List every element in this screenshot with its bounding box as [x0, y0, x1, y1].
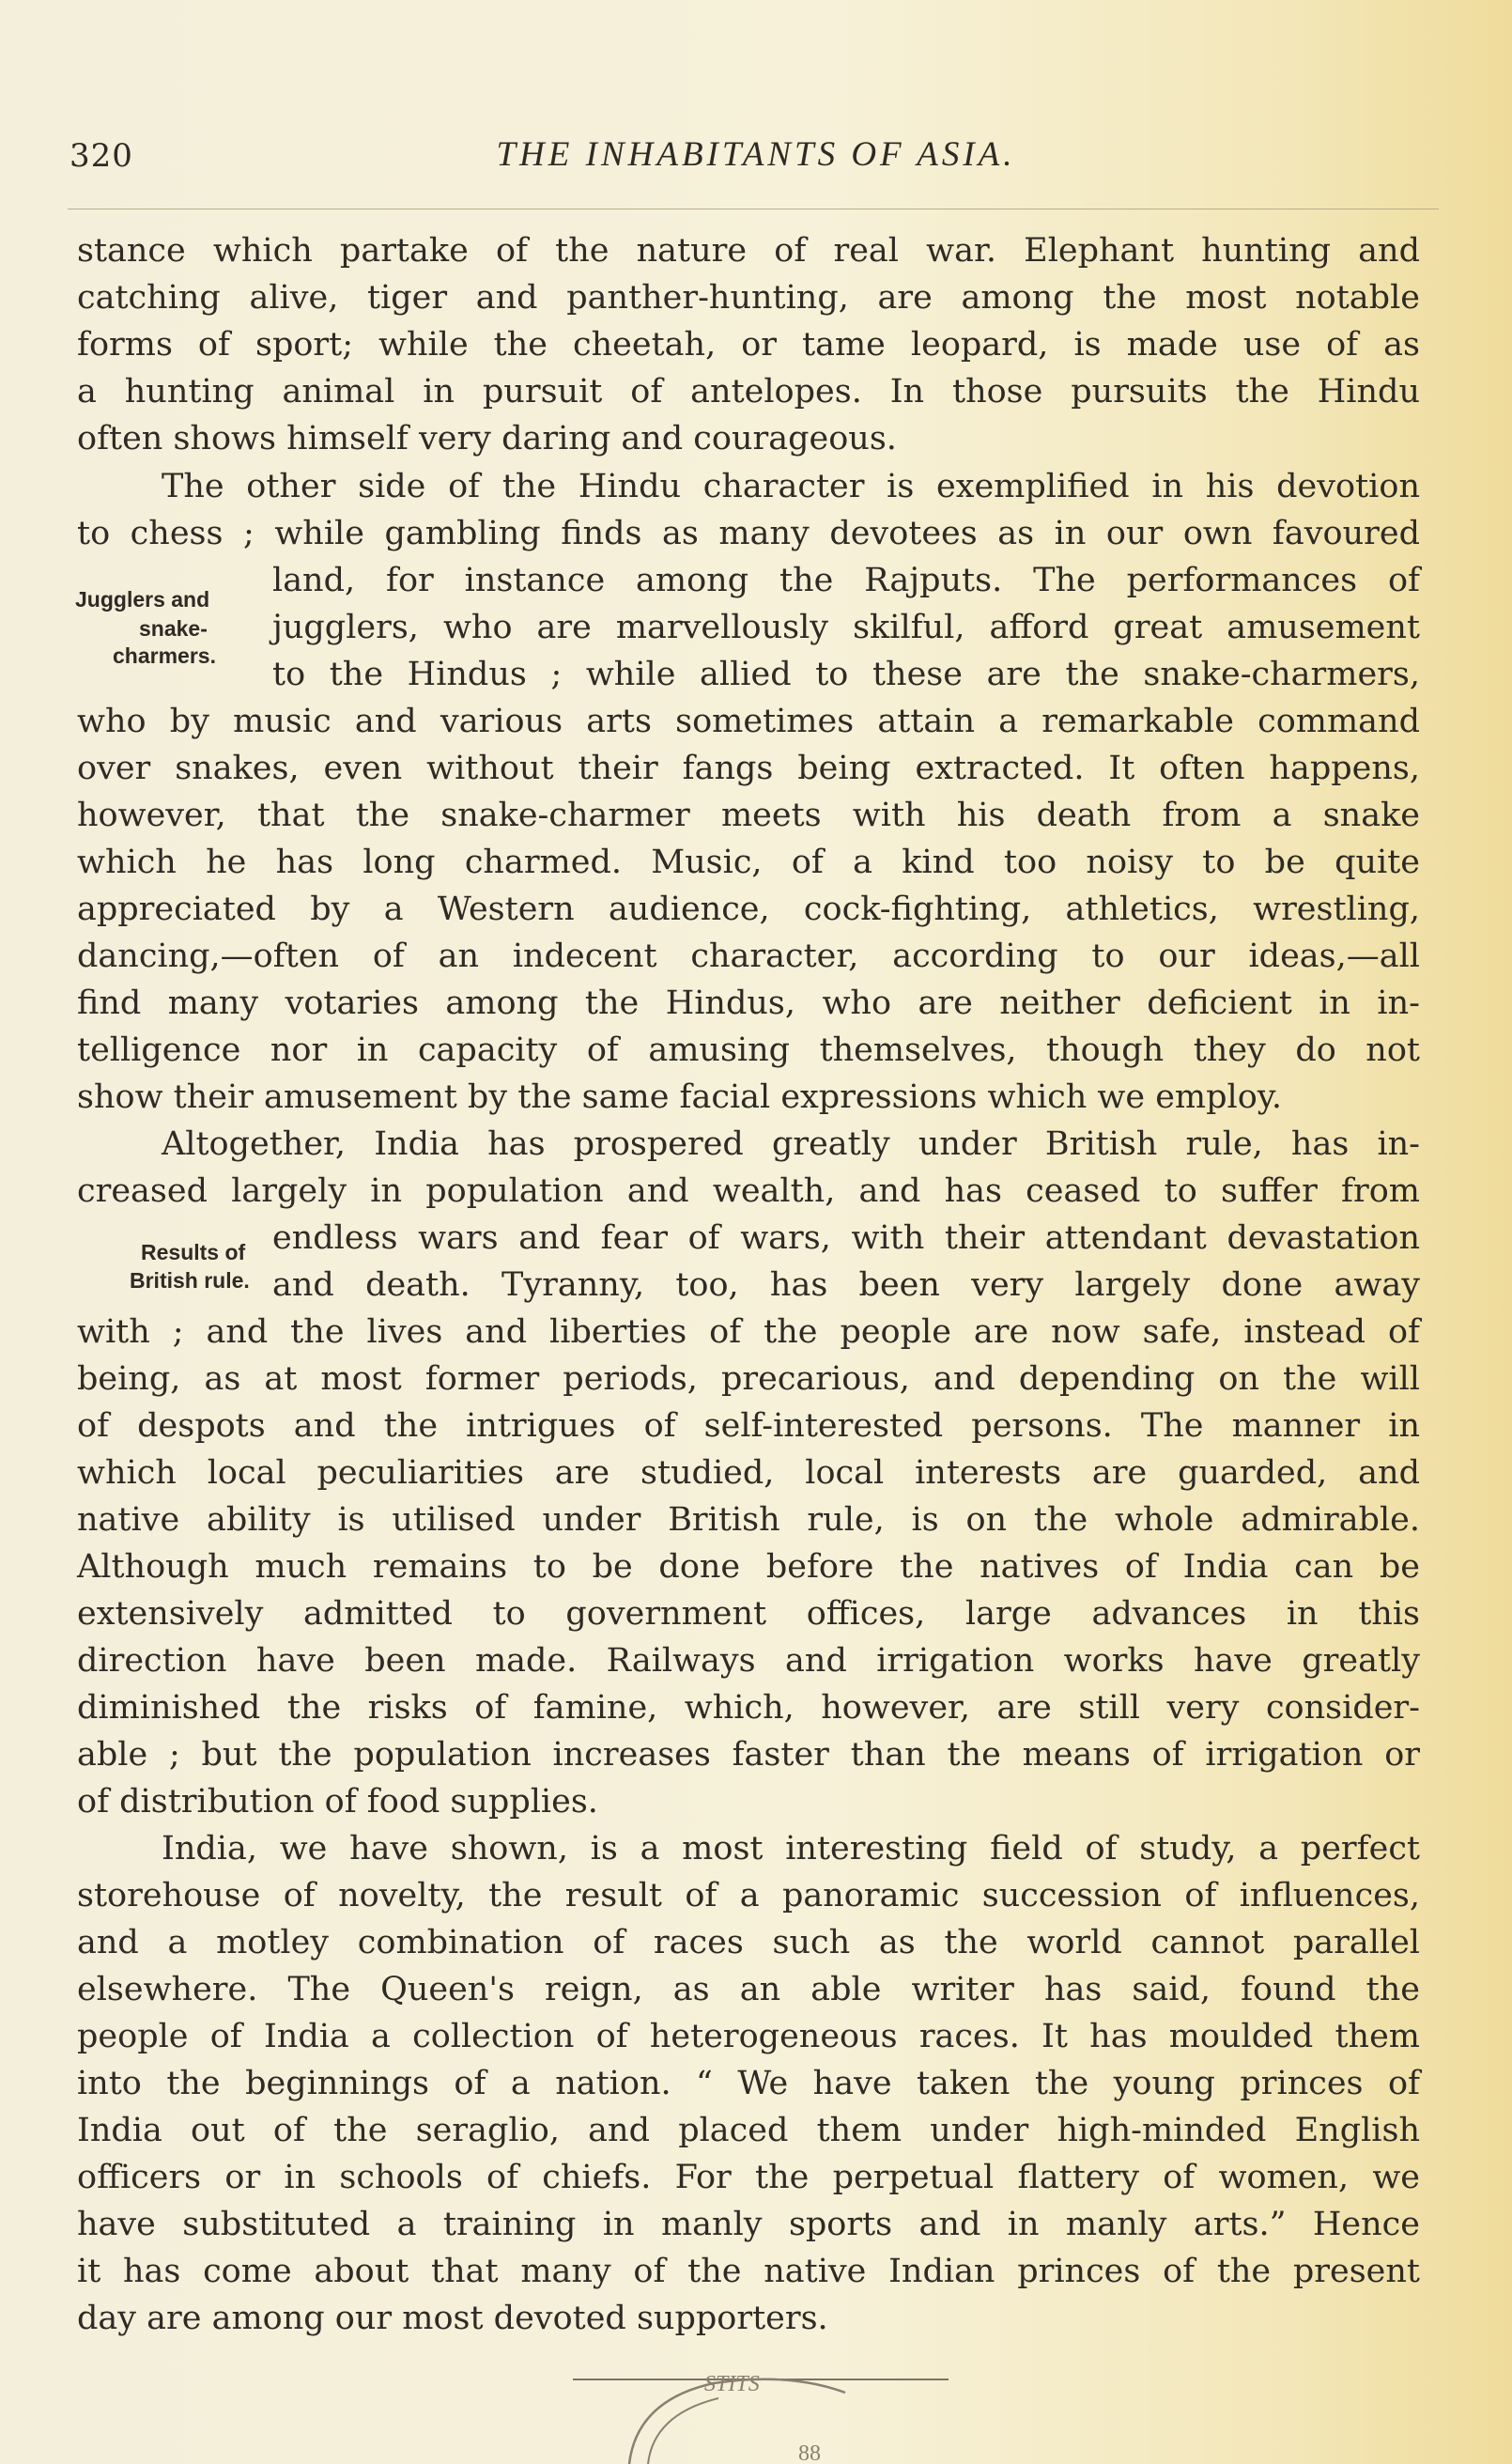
text-line: appreciated by a Western audience, cock-fighting, athletics, wrestling,	[77, 891, 1420, 928]
text-line: endless wars and fear of wars, with their attendant devastation	[272, 1219, 1420, 1257]
text-line: diminished the risks of famine, which, however, are still very consider-	[77, 1689, 1420, 1727]
stamp-top-text: STITS	[704, 2372, 760, 2396]
text-line: India, we have shown, is a most interesting field of study, a perfect	[162, 1830, 1420, 1867]
text-line: telligence nor in capacity of amusing themselves, though they do not	[77, 1031, 1420, 1069]
text-line: people of India a collection of heterogeneous races. It has moulded them	[77, 2018, 1420, 2055]
text-line: Altogether, India has prospered greatly under British rule, has in-	[162, 1125, 1420, 1163]
text-line: however, that the snake-charmer meets with his death from a snake	[77, 797, 1420, 834]
text-line: able ; but the population increases faster than the means of irrigation or	[77, 1736, 1420, 1774]
library-stamp	[563, 2363, 958, 2464]
text-line: The other side of the Hindu character is exemplified in his devotion	[162, 468, 1420, 505]
text-line: officers or in schools of chiefs. For the perpetual flattery of women, we	[77, 2159, 1420, 2196]
stamp-bottom-text: 88	[798, 2441, 821, 2464]
text-line: jugglers, who are marvellously skilful, afford great amusement	[272, 609, 1420, 646]
text-line: over snakes, even without their fangs being extracted. It often happens,	[77, 750, 1420, 787]
text-line: elsewhere. The Queen's reign, as an able writer has said, found the	[77, 1971, 1420, 2008]
text-line: have substituted a training in manly sports and in manly arts.” Hence	[77, 2206, 1420, 2243]
page-number: 320	[69, 137, 133, 175]
side-note-line: British rule.	[130, 1268, 250, 1293]
text-line: which he has long charmed. Music, of a kind too noisy to be quite	[77, 844, 1420, 881]
text-line: which local peculiarities are studied, local interests are guarded, and	[77, 1454, 1420, 1492]
side-note-line: Results of	[141, 1240, 246, 1264]
text-line: extensively admitted to government offices, large advances in this	[77, 1595, 1420, 1633]
text-line: who by music and various arts sometimes attain a remarkable command	[77, 703, 1420, 740]
text-line: it has come about that many of the native Indian princes of the present	[77, 2253, 1420, 2290]
text-line: of distribution of food supplies.	[77, 1783, 598, 1821]
text-line: to chess ; while gambling finds as many devotees as in our own favoured	[77, 515, 1420, 552]
side-note-line: charmers.	[113, 643, 216, 668]
text-line: of despots and the intrigues of self-interested persons. The manner in	[77, 1407, 1420, 1445]
text-line: being, as at most former periods, precarious, and depending on the will	[77, 1360, 1420, 1398]
text-line: find many votaries among the Hindus, who are neither deficient in in-	[77, 984, 1420, 1022]
side-note-line: Jugglers and	[75, 587, 210, 612]
text-line: day are among our most devoted supporters.	[77, 2300, 828, 2337]
text-line: dancing,—often of an indecent character, according to our ideas,—all	[77, 938, 1420, 975]
text-line: direction have been made. Railways and irrigation works have greatly	[77, 1642, 1420, 1680]
running-title: THE INHABITANTS OF ASIA.	[496, 135, 1016, 174]
text-line: storehouse of novelty, the result of a panoramic succession of influences,	[77, 1877, 1420, 1914]
text-line: Although much remains to be done before the natives of India can be	[77, 1548, 1420, 1586]
text-line: to the Hindus ; while allied to these are the snake-charmers,	[272, 656, 1420, 693]
text-line: India out of the seraglio, and placed them under high-minded English	[77, 2112, 1420, 2149]
side-note-line: snake-	[139, 616, 208, 641]
text-line: into the beginnings of a nation. “ We have taken the young princes of	[77, 2065, 1420, 2102]
text-line: catching alive, tiger and panther-hunting, are among the most notable	[77, 279, 1420, 317]
text-line: stance which partake of the nature of real war. Elephant hunting and	[77, 232, 1420, 270]
text-line: show their amusement by the same facial expressions which we employ.	[77, 1078, 1283, 1116]
text-line: native ability is utilised under British rule, is on the whole admirable.	[77, 1501, 1420, 1539]
text-line: often shows himself very daring and courageous.	[77, 420, 897, 457]
text-line: forms of sport; while the cheetah, or tame leopard, is made use of as	[77, 326, 1420, 364]
text-line: and death. Tyranny, too, has been very largely done away	[272, 1266, 1420, 1304]
text-line: land, for instance among the Rajputs. The performances of	[272, 562, 1420, 599]
text-line: a hunting animal in pursuit of antelopes. In those pursuits the Hindu	[77, 373, 1420, 411]
text-line: creased largely in population and wealth, and has ceased to suffer from	[77, 1172, 1420, 1210]
text-line: with ; and the lives and liberties of the people are now safe, instead of	[77, 1313, 1420, 1351]
text-line: and a motley combination of races such as the world cannot parallel	[77, 1924, 1420, 1961]
